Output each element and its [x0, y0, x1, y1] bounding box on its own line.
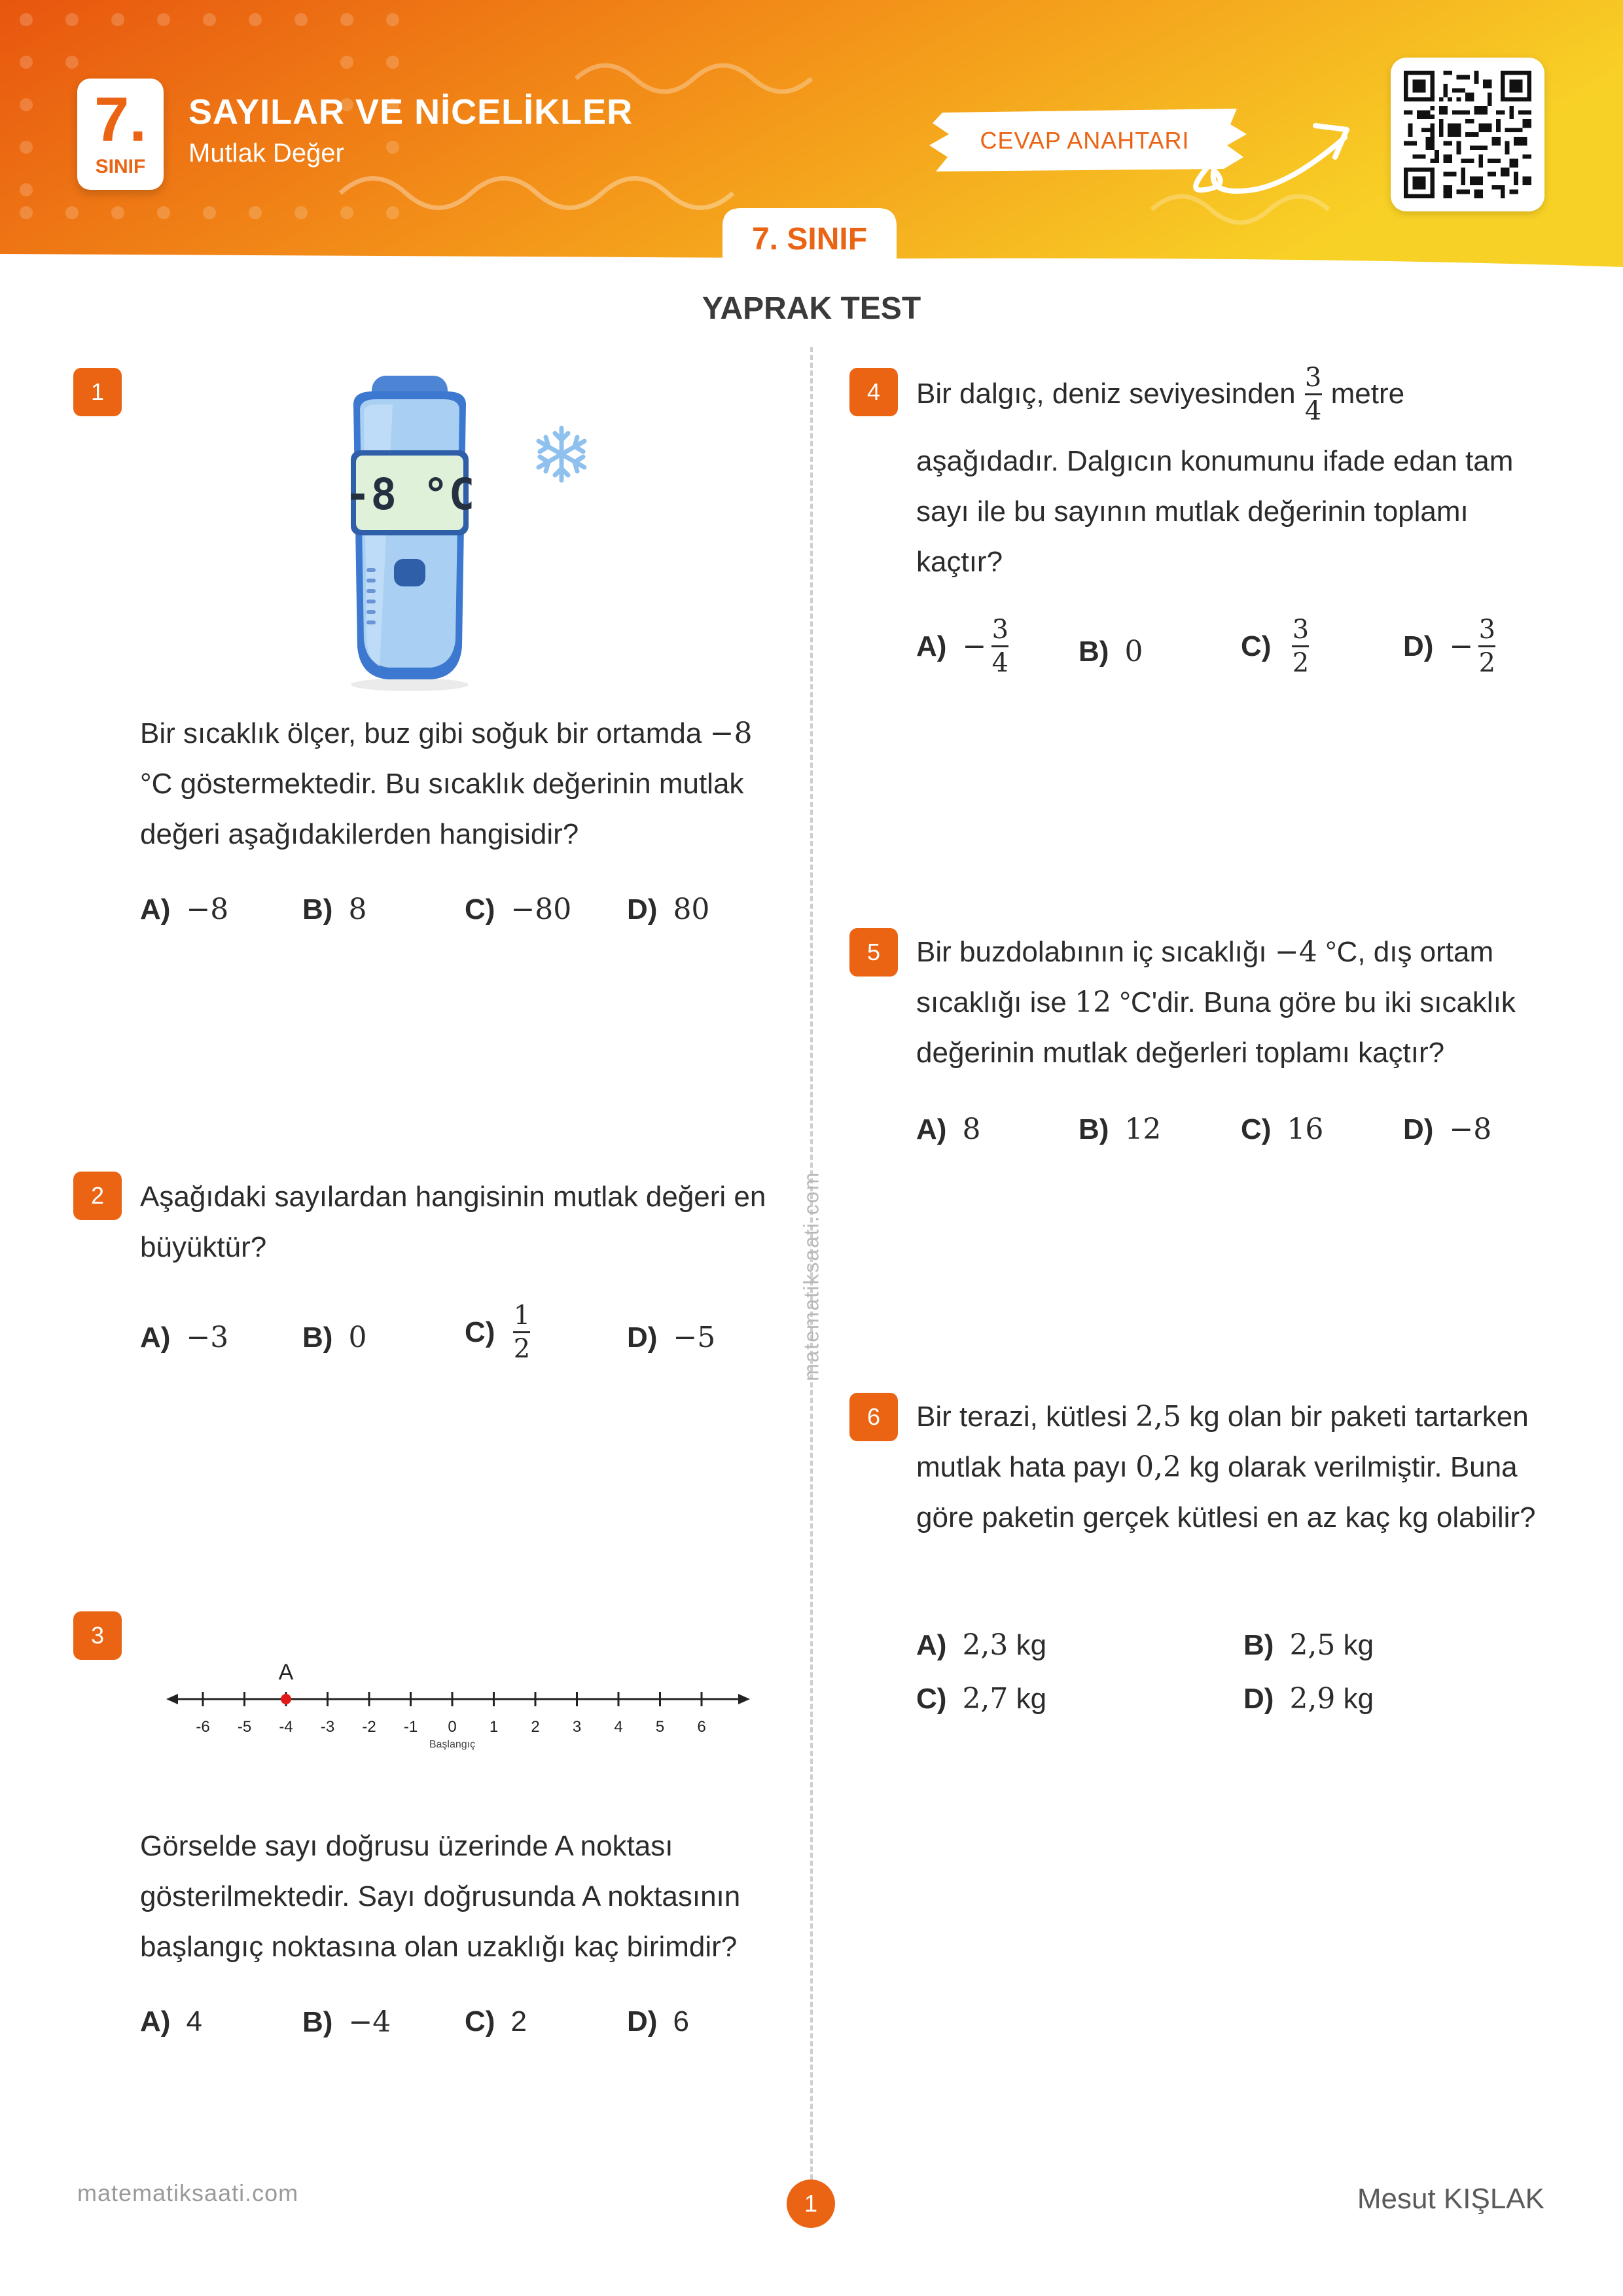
- numerator: 1: [513, 1300, 531, 1331]
- inline-value: 12: [1075, 986, 1112, 1019]
- page-number: 1: [787, 2179, 835, 2228]
- number-line-tick-label: -1: [403, 1718, 418, 1736]
- option-label: B): [1079, 1113, 1109, 1145]
- question-number: 3: [73, 1611, 122, 1660]
- option-value: 8: [962, 1113, 981, 1146]
- answer-key-link[interactable]: CEVAP ANAHTARI: [980, 127, 1190, 154]
- option-value: 6: [673, 2005, 689, 2037]
- q2-option-d[interactable]: [627, 1321, 715, 1354]
- q2-option-c[interactable]: [465, 1300, 533, 1365]
- option-unit: kg: [1335, 1682, 1374, 1715]
- option-label: A): [916, 1113, 947, 1145]
- question-5-text: [916, 927, 1544, 1078]
- option-label: C): [916, 1682, 947, 1715]
- option-label: C): [1241, 1113, 1272, 1145]
- question-text: Bir dalgıç, deniz seviyesinden: [916, 378, 1296, 410]
- option-value: 2,3: [962, 1628, 1008, 1662]
- fraction: [1292, 614, 1309, 679]
- number-line-tick-label: 3: [572, 1718, 582, 1736]
- inline-value: −8: [709, 717, 753, 750]
- q6-option-c[interactable]: [916, 1682, 1046, 1715]
- option-label: B): [302, 2005, 333, 2038]
- question-4-text-line-2: aşağıdadır. Dalgıcın konumunu ifade edan tam sayı ile bu sayının mutlak değerinin toplamı kaçtır?: [916, 445, 1514, 578]
- option-value: 80: [673, 893, 710, 926]
- q6-option-b[interactable]: [1243, 1628, 1374, 1662]
- question-text: kg olan bir paketi tartarken mutlak hata payı: [916, 1401, 1529, 1483]
- option-value: 4: [186, 2005, 202, 2037]
- side-watermark: matematiksaati.com: [799, 1171, 823, 1382]
- q4-option-d[interactable]: [1403, 614, 1498, 679]
- option-sign: −: [1449, 630, 1474, 663]
- option-label: C): [465, 1316, 495, 1348]
- option-value: 2,7: [962, 1682, 1008, 1715]
- question-4-text-line-1: [916, 361, 1544, 427]
- question-text: Bir sıcaklık ölçer, buz gibi soğuk bir ortamda: [140, 717, 710, 749]
- number-line-tick-label: 4: [614, 1718, 623, 1736]
- q3-option-b[interactable]: [302, 2005, 391, 2039]
- number-line-tick-label: 1: [489, 1718, 499, 1736]
- number-line-tick-label: -2: [362, 1718, 376, 1736]
- option-value: 8: [348, 893, 367, 926]
- option-label: B): [1243, 1628, 1274, 1661]
- option-unit: kg: [1008, 1628, 1047, 1661]
- q6-option-d[interactable]: [1243, 1682, 1374, 1715]
- question-6-text: [916, 1391, 1544, 1543]
- class-tab: 7. SINIF: [751, 222, 868, 257]
- q5-option-d[interactable]: [1403, 1113, 1491, 1146]
- numerator: 3: [1478, 615, 1496, 645]
- number-line-tick-label: 0: [448, 1718, 457, 1736]
- fraction: [991, 614, 1008, 679]
- test-title: YAPRAK TEST: [702, 291, 921, 326]
- header-banner: [0, 0, 1623, 275]
- q3-option-c[interactable]: [465, 2005, 527, 2038]
- option-label: B): [302, 893, 333, 925]
- option-label: D): [1403, 630, 1434, 662]
- question-5: [849, 928, 898, 977]
- q3-option-d[interactable]: [627, 2005, 689, 2038]
- option-label: D): [627, 893, 658, 925]
- option-label: D): [627, 2005, 658, 2037]
- q5-option-b[interactable]: [1079, 1113, 1161, 1146]
- option-value: 2,5: [1289, 1628, 1336, 1662]
- numerator: 3: [1304, 362, 1322, 393]
- fraction: [1305, 362, 1322, 427]
- option-value: 2,9: [1289, 1682, 1336, 1715]
- number-line-tick-label: 2: [531, 1718, 540, 1736]
- option-value: 0: [1124, 635, 1143, 668]
- numerator: 3: [991, 615, 1009, 645]
- footer-site-link[interactable]: matematiksaati.com: [77, 2179, 299, 2206]
- option-label: D): [1243, 1682, 1274, 1715]
- point-a-label: A: [278, 1660, 294, 1685]
- qr-code-icon: [1404, 71, 1531, 198]
- inline-value: −4: [1274, 935, 1317, 969]
- question-number: 4: [849, 368, 898, 416]
- option-value: −4: [348, 2005, 391, 2039]
- grade-number: 7.: [94, 84, 147, 154]
- q1-option-a[interactable]: [140, 893, 228, 926]
- question-text: °C göstermektedir. Bu sıcaklık değerinin mutlak değeri aşağıdakilerden hangisidir?: [140, 768, 744, 850]
- option-label: A): [916, 630, 947, 662]
- option-value: 2: [510, 2005, 527, 2037]
- grade-badge: [77, 79, 164, 190]
- option-label: A): [140, 893, 171, 925]
- option-label: A): [916, 1628, 947, 1661]
- question-text: °C, dış ortam sıcaklığı ise: [916, 936, 1494, 1018]
- question-number: 2: [73, 1172, 122, 1220]
- option-label: C): [465, 893, 495, 925]
- number-line-tick-label: -4: [279, 1718, 293, 1736]
- grade-word: SINIF: [95, 156, 146, 177]
- question-text: Bir terazi, kütlesi: [916, 1401, 1135, 1433]
- question-text: Bir buzdolabının iç sıcaklığı: [916, 936, 1275, 968]
- inline-value: 2,5: [1135, 1400, 1181, 1433]
- number-line: [164, 1656, 753, 1754]
- option-label: B): [302, 1321, 333, 1354]
- denominator: 2: [513, 1334, 531, 1364]
- question-6: [849, 1393, 898, 1441]
- q2-option-a[interactable]: [140, 1321, 228, 1354]
- qr-code-link[interactable]: [1391, 58, 1544, 211]
- number-line-tick-label: 6: [697, 1718, 706, 1736]
- thermometer-display: -8 °C: [344, 469, 475, 520]
- thermometer-illustration: [334, 372, 486, 692]
- q4-option-a[interactable]: [916, 614, 1011, 679]
- question-text: kg olarak verilmiştir. Buna göre paketin gerçek kütlesi en az kaç kg olabilir?: [916, 1451, 1536, 1534]
- option-value: 12: [1124, 1113, 1162, 1146]
- option-unit: kg: [1008, 1682, 1047, 1715]
- q6-option-a[interactable]: [916, 1628, 1046, 1662]
- option-value: −8: [186, 893, 229, 926]
- option-value: −80: [510, 893, 572, 926]
- question-2-text: Aşağıdaki sayılardan hangisinin mutlak değeri en büyüktür?: [140, 1181, 766, 1263]
- q5-option-a[interactable]: [916, 1113, 980, 1146]
- q3-option-a[interactable]: [140, 2005, 202, 2038]
- option-value: 0: [348, 1321, 367, 1354]
- question-text: °C'dir. Buna göre bu iki sıcaklık değerinin mutlak değerleri toplamı kaçtır?: [916, 986, 1516, 1069]
- option-value: −5: [673, 1321, 716, 1354]
- q1-option-b[interactable]: [302, 893, 366, 926]
- number-line-tick-label: -5: [237, 1718, 252, 1736]
- option-sign: −: [962, 630, 987, 663]
- denominator: 2: [1478, 648, 1496, 678]
- question-1: [73, 368, 122, 416]
- question-3: [73, 1611, 122, 1660]
- snowflake-icon: [531, 424, 592, 484]
- option-label: D): [1403, 1113, 1434, 1145]
- number-line-tick-label: -6: [196, 1718, 210, 1736]
- question-number: 6: [849, 1393, 898, 1441]
- q5-option-c[interactable]: [1241, 1113, 1323, 1146]
- option-label: B): [1079, 635, 1109, 668]
- fraction: [1478, 614, 1495, 679]
- numerator: 3: [1292, 615, 1310, 645]
- number-line-tick-label: -3: [320, 1718, 335, 1736]
- option-label: C): [1241, 630, 1272, 662]
- question-3-text: Görselde sayı doğrusu üzerinde A noktası gösterilmektedir. Sayı doğrusunda A noktasının başlangıç noktasına olan uzaklığı kaç birimdir?: [140, 1830, 741, 1963]
- footer-author: Mesut KIŞLAK: [1357, 2183, 1544, 2215]
- question-1-text: [140, 708, 781, 859]
- option-label: C): [465, 2005, 495, 2037]
- fraction: [513, 1300, 530, 1365]
- q2-option-b[interactable]: [302, 1321, 366, 1354]
- option-value: 16: [1287, 1113, 1324, 1146]
- option-value: −3: [186, 1321, 229, 1354]
- unit-title: SAYILAR VE NİCELİKLER: [188, 92, 633, 132]
- option-label: A): [140, 1321, 171, 1354]
- number-line-tick-label: 5: [655, 1718, 665, 1736]
- point-a-marker: [281, 1694, 291, 1704]
- q4-option-b[interactable]: [1079, 635, 1143, 668]
- denominator: 2: [1292, 648, 1310, 678]
- question-number: 5: [849, 928, 898, 977]
- option-label: D): [627, 1321, 658, 1354]
- q4-option-c[interactable]: [1241, 614, 1311, 679]
- option-unit: kg: [1335, 1628, 1374, 1661]
- question-4: [849, 368, 898, 416]
- origin-label: Başlangıç: [429, 1739, 476, 1750]
- unit-subtitle: Mutlak Değer: [188, 139, 344, 168]
- option-label: A): [140, 2005, 171, 2037]
- denominator: 4: [991, 648, 1009, 678]
- option-value: −8: [1449, 1113, 1492, 1146]
- q1-option-d[interactable]: [627, 893, 709, 926]
- thermometer-icon: [334, 372, 486, 692]
- question-number: 1: [73, 368, 122, 416]
- q1-option-c[interactable]: [465, 893, 571, 926]
- inline-value: 0,2: [1135, 1450, 1182, 1484]
- question-2: [73, 1172, 122, 1220]
- question-text: metre: [1330, 378, 1405, 410]
- denominator: 4: [1304, 395, 1322, 426]
